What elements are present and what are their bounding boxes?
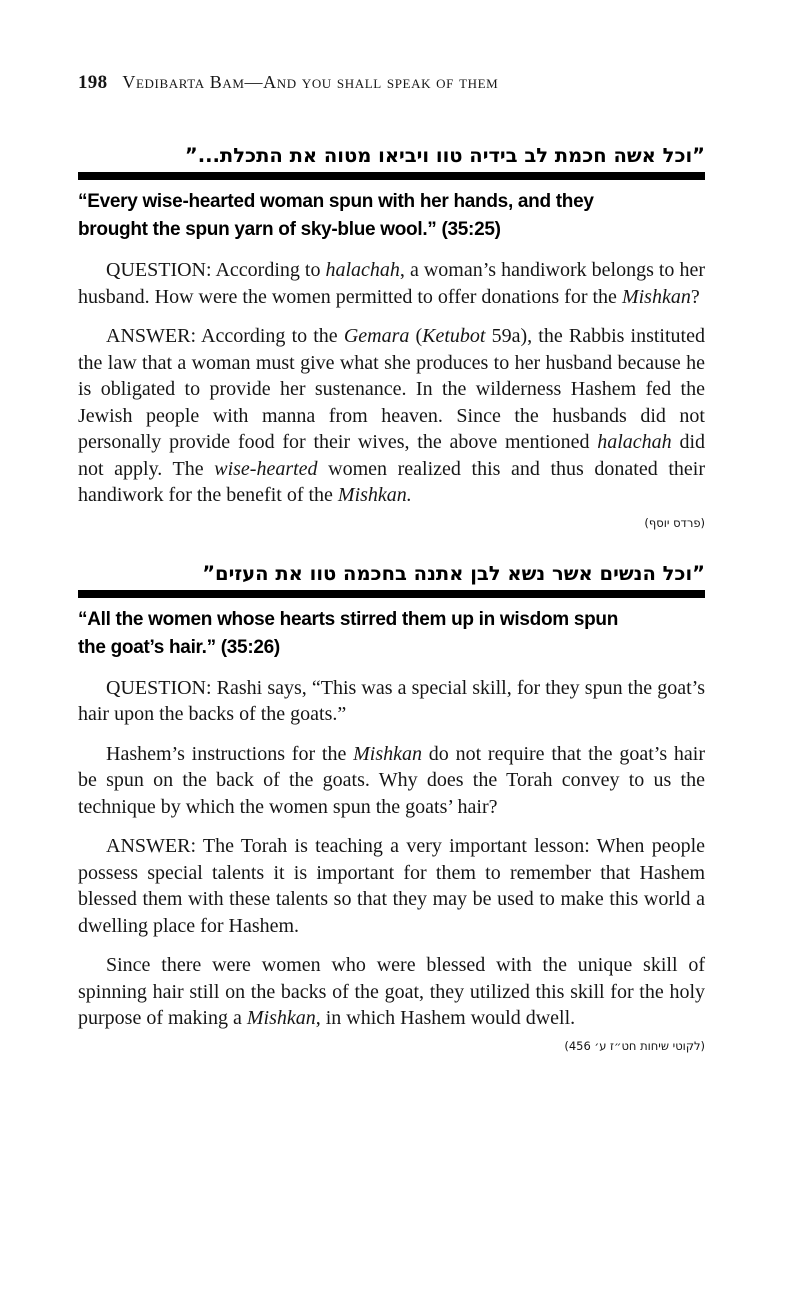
answer-paragraph: ANSWER: The Torah is teaching a very important lesson: When people possess special talents it is important for them to remember that Hashem blessed them with these talents so that they may be used to make this world a dwelling place for Hashem. [78,835,705,937]
section-35-25 [78,144,705,530]
verse-translation: “All the women whose hearts stirred them up in wisdom spun the goat’s hair.” (35:26) [78,608,619,658]
source-citation: (לקוטי שיחות חט״ז ע׳ 456) [564,1038,705,1053]
question-paragraph: QUESTION: Rashi says, “This was a special skill, for they spun the goat’s hair upon the backs of the goats.” [78,676,705,725]
book-title: Vedibarta Bam—And you shall speak of them [122,72,499,92]
running-head [78,72,705,94]
hebrew-verse-heading: ”וכל הנשים אשר נשא לבן אתנה בחכמה טוו את העזים” [202,561,705,585]
source-citation: (פרדס יוסף) [644,515,705,530]
page-number: 198 [78,72,108,93]
section-35-26 [78,562,705,1053]
answer-paragraph: ANSWER: According to the Gemara (Ketubot 59a), the Rabbis instituted the law that a woman must give what she produces to her husband because he is obligated to provide her sustenance. In the wilderness Hashem fed the Jewish people with manna from heaven. Since the husbands did not personally provide food for their wives, the above mentioned halachah did not apply. The wise-hearted women realized this and thus donated their handiwork for the benefit of the Mishkan. [78,325,705,506]
answer-continued-paragraph: Since there were women who were blessed with the unique skill of spinning hair still on the backs of the goat, they utilized this skill for the holy purpose of making a Mishkan, in which Hashem would dwell. [78,954,705,1029]
hebrew-verse-heading: ”וכל אשה חכמת לב בידיה טוו ויביאו מטוה את התכלת...” [184,144,705,167]
section-rule-bar [78,172,705,180]
verse-translation: “Every wise-hearted woman spun with her hands, and they brought the spun yarn of sky-blue wool.” (35:25) [78,191,594,240]
question-paragraph: QUESTION: According to halachah, a woman’s handiwork belongs to her husband. How were the women permitted to offer donations for the Mishkan? [78,259,705,308]
question-continued-paragraph: Hashem’s instructions for the Mishkan do not require that the goat’s hair be spun on the back of the goats. Why does the Torah convey to us the technique by which the women spun the goats’ hair? [78,742,705,818]
section-rule-bar [78,590,705,598]
